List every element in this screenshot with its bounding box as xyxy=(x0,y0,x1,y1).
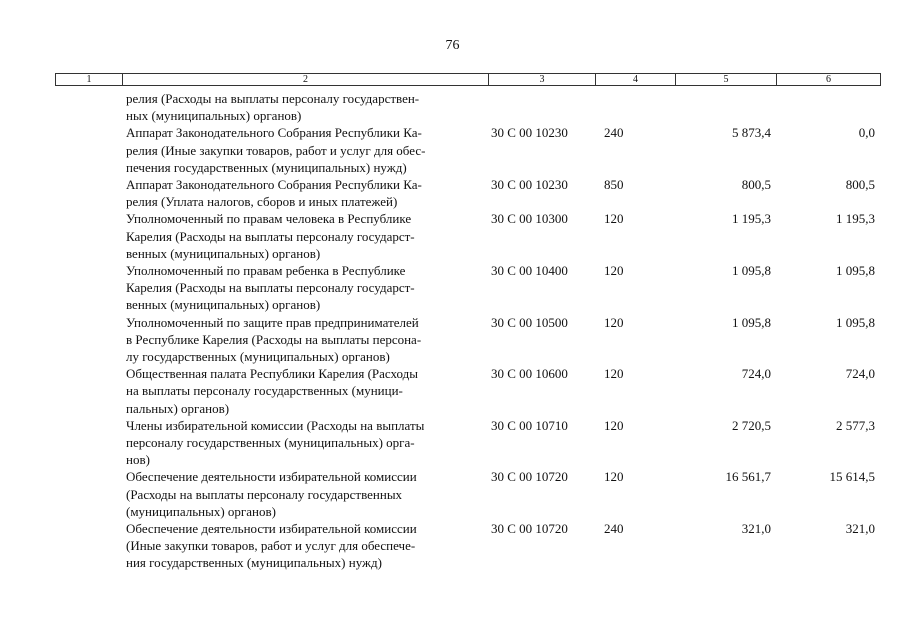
budget-code-cell: 30 С 00 10230 xyxy=(491,177,568,193)
amount-col6-cell: 15 614,5 xyxy=(829,469,875,485)
expense-name-line: (Расходы на выплаты персоналу государственных xyxy=(126,486,403,502)
expense-name-cell xyxy=(122,176,488,210)
expense-name-line: ных (муниципальных) органов) xyxy=(126,108,302,124)
column-number: 5 xyxy=(676,74,777,86)
expense-name-line: Аппарат Законодательного Собрания Республики Ка- xyxy=(126,125,422,141)
expense-type-cell: 240 xyxy=(604,521,624,537)
expense-name-cell xyxy=(122,520,488,572)
amount-col5-cell: 321,0 xyxy=(741,521,771,537)
table-row xyxy=(55,90,880,124)
table-row xyxy=(55,176,880,210)
amount-col6-cell: 2 577,3 xyxy=(836,417,875,433)
budget-code-cell xyxy=(488,90,595,124)
expense-name-cell xyxy=(122,314,488,366)
expense-name-line: (Иные закупки товаров, работ и услуг для обеспече- xyxy=(126,538,416,554)
expense-name-line: Карелия (Расходы на выплаты персоналу государст- xyxy=(126,228,415,244)
page-number: 76 xyxy=(445,38,460,53)
table-row xyxy=(55,210,880,262)
amount-col6-cell: 724,0 xyxy=(845,366,875,382)
column-number: 1 xyxy=(56,74,123,86)
expense-name-line: на выплаты персоналу государственных (муници- xyxy=(126,383,403,399)
expense-name-line: персоналу государственных (муниципальных) орга- xyxy=(126,435,415,451)
expense-name-line: Обеспечение деятельности избирательной комиссии xyxy=(126,521,417,537)
budget-code-cell: 30 С 00 10600 xyxy=(491,366,568,382)
column-number: 4 xyxy=(596,74,676,86)
expense-name-cell xyxy=(122,468,488,520)
column-header-table xyxy=(55,73,881,86)
row-spacer-cell xyxy=(55,417,122,469)
budget-code-cell: 30 С 00 10710 xyxy=(491,417,568,433)
amount-col6-cell: 1 095,8 xyxy=(836,263,875,279)
budget-code-cell: 30 С 00 10720 xyxy=(491,521,568,537)
budget-code-cell: 30 С 00 10300 xyxy=(491,211,568,227)
column-number: 3 xyxy=(489,74,596,86)
budget-table-body xyxy=(55,90,880,572)
expense-type-cell: 120 xyxy=(604,417,624,433)
expense-name-line: Обеспечение деятельности избирательной комиссии xyxy=(126,469,417,485)
amount-col5-cell: 1 095,8 xyxy=(732,263,771,279)
column-number: 2 xyxy=(123,74,489,86)
amount-col6-cell: 1 195,3 xyxy=(836,211,875,227)
row-spacer-cell xyxy=(55,365,122,417)
expense-name-line: венных (муниципальных) органов) xyxy=(126,245,321,261)
expense-name-cell xyxy=(122,417,488,469)
expense-name-line: ния государственных (муниципальных) нужд) xyxy=(126,555,382,571)
expense-name-line: лу государственных (муниципальных) органов) xyxy=(126,349,390,365)
expense-name-line: Уполномоченный по правам ребенка в Республике xyxy=(126,263,406,279)
table-row xyxy=(55,365,880,417)
table-row xyxy=(55,468,880,520)
amount-col6-cell: 0,0 xyxy=(858,125,875,141)
amount-col6-cell: 1 095,8 xyxy=(836,314,875,330)
expense-name-cell xyxy=(122,124,488,176)
expense-type-cell: 240 xyxy=(604,125,624,141)
row-spacer-cell xyxy=(55,520,122,572)
expense-name-line: пальных) органов) xyxy=(126,400,230,416)
amount-col5-cell: 1 195,3 xyxy=(732,211,771,227)
column-number-row xyxy=(56,74,881,86)
row-spacer-cell xyxy=(55,468,122,520)
expense-type-cell: 120 xyxy=(604,263,624,279)
expense-type-cell: 120 xyxy=(604,314,624,330)
expense-name-line: релия (Расходы на выплаты персоналу государствен- xyxy=(126,91,420,106)
row-spacer-cell xyxy=(55,210,122,262)
row-spacer-cell xyxy=(55,262,122,314)
expense-type-cell: 120 xyxy=(604,211,624,227)
amount-col5-cell xyxy=(675,90,776,124)
expense-name-line: релия (Уплата налогов, сборов и иных платежей) xyxy=(126,194,398,210)
expense-name-line: Аппарат Законодательного Собрания Республики Ка- xyxy=(126,177,422,193)
budget-code-cell: 30 С 00 10230 xyxy=(491,125,568,141)
expense-name-line: Карелия (Расходы на выплаты персоналу государст- xyxy=(126,280,415,296)
expense-name-line: Уполномоченный по правам человека в Республике xyxy=(126,211,412,227)
expense-name-line: Уполномоченный по защите прав предпринимателей xyxy=(126,314,419,330)
amount-col6-cell: 800,5 xyxy=(845,177,875,193)
amount-col5-cell: 1 095,8 xyxy=(732,314,771,330)
expense-type-cell: 120 xyxy=(604,366,624,382)
expense-name-cell xyxy=(122,262,488,314)
expense-name-line: венных (муниципальных) органов) xyxy=(126,297,321,313)
budget-code-cell: 30 С 00 10720 xyxy=(491,469,568,485)
amount-col5-cell: 800,5 xyxy=(741,177,771,193)
expense-name-cell xyxy=(122,365,488,417)
expense-name-line: печения государственных (муниципальных) нужд) xyxy=(126,159,407,175)
amount-col6-cell: 321,0 xyxy=(845,521,875,537)
column-number: 6 xyxy=(777,74,881,86)
expense-name-line: в Республике Карелия (Расходы на выплаты персона- xyxy=(126,331,422,347)
table-row xyxy=(55,262,880,314)
budget-code-cell: 30 С 00 10500 xyxy=(491,314,568,330)
table-row xyxy=(55,417,880,469)
expense-name-line: (муниципальных) органов) xyxy=(126,503,276,519)
expense-name-line: нов) xyxy=(126,452,150,468)
row-spacer-cell xyxy=(55,124,122,176)
expense-type-cell: 120 xyxy=(604,469,624,485)
amount-col5-cell: 724,0 xyxy=(741,366,771,382)
amount-col5-cell: 5 873,4 xyxy=(732,125,771,141)
expense-name-cell xyxy=(122,90,488,124)
budget-code-cell: 30 С 00 10400 xyxy=(491,263,568,279)
amount-col5-cell: 16 561,7 xyxy=(725,469,771,485)
amount-col5-cell: 2 720,5 xyxy=(732,417,771,433)
table-row xyxy=(55,520,880,572)
expense-name-line: Общественная палата Республики Карелия (Расходы xyxy=(126,366,419,382)
expense-name-line: Члены избирательной комиссии (Расходы на выплаты xyxy=(126,417,425,433)
row-spacer-cell xyxy=(55,314,122,366)
expense-type-cell: 850 xyxy=(604,177,624,193)
row-spacer-cell xyxy=(55,176,122,210)
expense-type-cell xyxy=(595,90,675,124)
expense-name-line: релия (Иные закупки товаров, работ и услуг для обес- xyxy=(126,142,426,158)
table-row xyxy=(55,314,880,366)
amount-col6-cell xyxy=(776,90,880,124)
row-spacer-cell xyxy=(55,90,122,124)
table-row xyxy=(55,124,880,176)
expense-name-cell xyxy=(122,210,488,262)
